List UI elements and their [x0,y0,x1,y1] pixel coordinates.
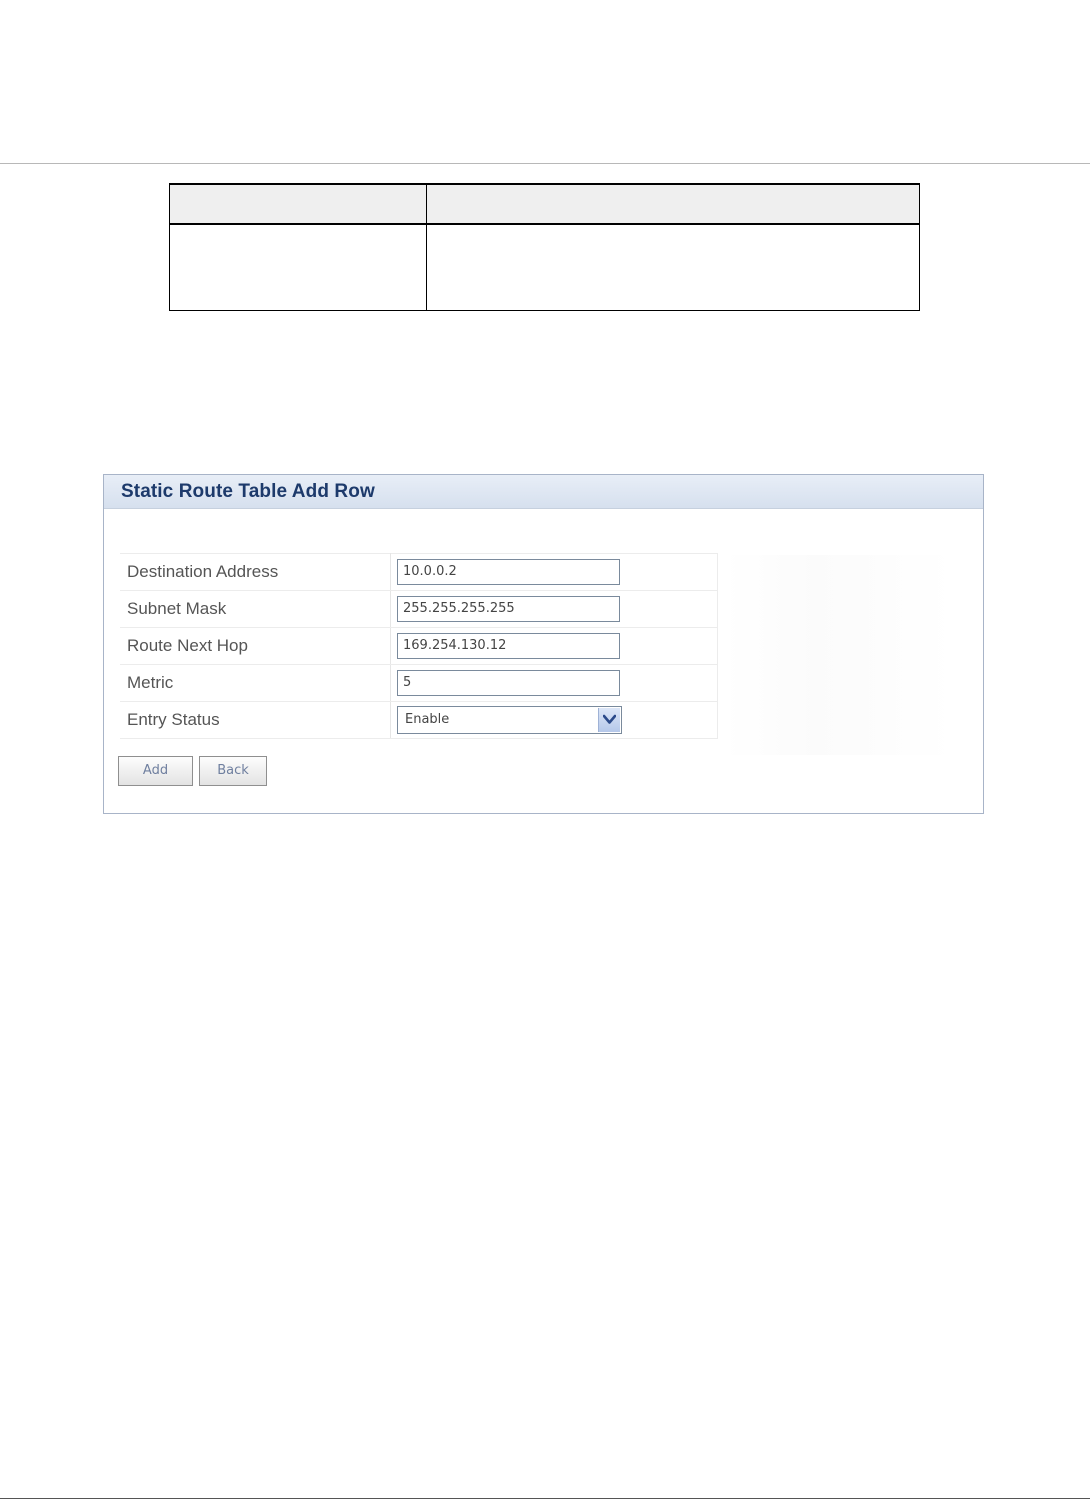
page-bottom-rule [0,1498,1090,1499]
route-form [120,553,718,739]
route-next-hop-input[interactable]: 169.254.130.12 [397,633,620,659]
document-table-cell [427,224,920,311]
document-table [169,183,920,311]
form-row-entry-status [120,702,718,739]
entry-status-value: Enable [405,712,450,727]
destination-address-input[interactable]: 10.0.0.2 [397,559,620,585]
metric-cell [391,665,718,702]
form-row-destination-address [120,554,718,591]
form-row-route-next-hop [120,628,718,665]
dropdown-arrow-button[interactable] [598,708,620,732]
route-next-hop-label: Route Next Hop [120,628,391,665]
panel-background-shade [724,555,954,755]
metric-input[interactable]: 5 [397,670,620,696]
panel-header [104,475,983,509]
chevron-down-icon [603,714,616,725]
metric-label: Metric [120,665,391,702]
destination-address-label: Destination Address [120,554,391,591]
add-button[interactable]: Add [118,756,193,786]
document-table-header-cell [170,184,427,224]
static-route-add-panel [103,474,984,814]
document-table-header-cell [427,184,920,224]
document-table-row [170,224,920,311]
back-button[interactable]: Back [199,756,267,786]
page-top-rule [0,163,1090,164]
form-row-metric [120,665,718,702]
subnet-mask-label: Subnet Mask [120,591,391,628]
form-row-subnet-mask [120,591,718,628]
subnet-mask-input[interactable]: 255.255.255.255 [397,596,620,622]
panel-title: Static Route Table Add Row [121,481,375,502]
document-table-cell [170,224,427,311]
entry-status-cell [391,702,718,739]
document-table-header-row [170,184,920,224]
subnet-mask-cell [391,591,718,628]
entry-status-label: Entry Status [120,702,391,739]
destination-address-cell [391,554,718,591]
route-next-hop-cell [391,628,718,665]
entry-status-select[interactable] [397,706,622,734]
